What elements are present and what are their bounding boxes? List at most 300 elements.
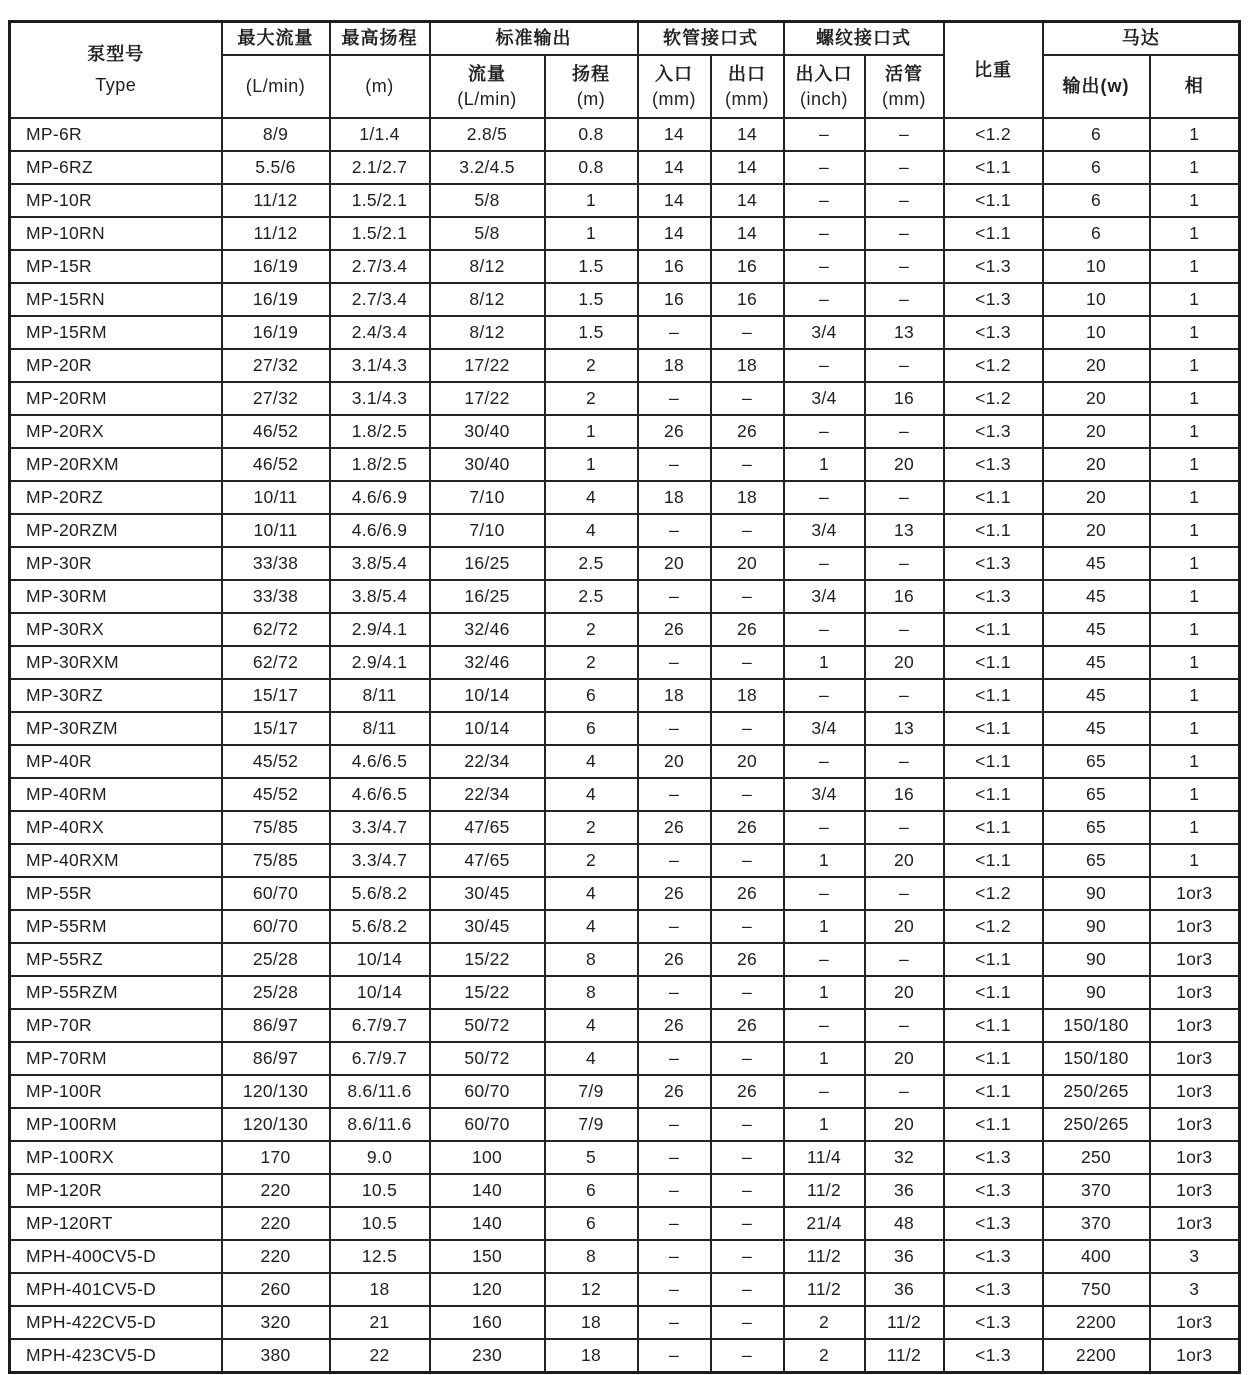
- column-header-max-head: [330, 22, 430, 56]
- cell-thread_io: –: [784, 745, 865, 778]
- header-label: 最高扬程: [341, 28, 418, 49]
- cell-std_flow: 60/70: [430, 1075, 545, 1108]
- table-row: [10, 679, 1240, 712]
- cell-std_head: 2: [545, 646, 638, 679]
- cell-thread_union: 20: [865, 910, 944, 943]
- cell-hose_inlet: –: [638, 778, 711, 811]
- cell-std_head: 7/9: [545, 1108, 638, 1141]
- column-header-thread-io: [784, 55, 865, 118]
- cell-hose_outlet: 14: [711, 118, 784, 151]
- cell-max_flow: 220: [222, 1240, 330, 1273]
- cell-output_w: 45: [1043, 547, 1150, 580]
- cell-thread_union: 11/2: [865, 1339, 944, 1373]
- cell-thread_union: 13: [865, 712, 944, 745]
- cell-hose_outlet: –: [711, 1174, 784, 1207]
- cell-phase: 3: [1150, 1240, 1240, 1273]
- cell-hose_inlet: 26: [638, 943, 711, 976]
- cell-thread_union: –: [865, 118, 944, 151]
- cell-phase: 1: [1150, 679, 1240, 712]
- table-row: [10, 382, 1240, 415]
- cell-thread_io: –: [784, 250, 865, 283]
- header-label: (L/min): [245, 76, 306, 97]
- cell-thread_union: –: [865, 1075, 944, 1108]
- cell-hose_outlet: –: [711, 1339, 784, 1373]
- cell-std_flow: 15/22: [430, 976, 545, 1009]
- cell-std_flow: 5/8: [430, 217, 545, 250]
- cell-std_flow: 30/40: [430, 415, 545, 448]
- table-row: [10, 1240, 1240, 1273]
- cell-std_head: 4: [545, 745, 638, 778]
- table-row: [10, 118, 1240, 151]
- cell-specific_gravity: <1.2: [944, 349, 1043, 382]
- cell-max_flow: 33/38: [222, 580, 330, 613]
- cell-phase: 1: [1150, 382, 1240, 415]
- cell-std_flow: 50/72: [430, 1042, 545, 1075]
- cell-max_flow: 46/52: [222, 448, 330, 481]
- cell-thread_io: 1: [784, 1108, 865, 1141]
- cell-phase: 1: [1150, 844, 1240, 877]
- pump-model: MP-120RT: [10, 1207, 222, 1240]
- cell-thread_union: 48: [865, 1207, 944, 1240]
- cell-hose_outlet: 26: [711, 1075, 784, 1108]
- cell-phase: 1: [1150, 349, 1240, 382]
- cell-phase: 1: [1150, 184, 1240, 217]
- cell-max_head: 1.5/2.1: [330, 217, 430, 250]
- table-row: [10, 844, 1240, 877]
- cell-phase: 1: [1150, 250, 1240, 283]
- cell-specific_gravity: <1.1: [944, 1108, 1043, 1141]
- cell-std_flow: 8/12: [430, 316, 545, 349]
- cell-max_head: 2.7/3.4: [330, 283, 430, 316]
- cell-hose_inlet: –: [638, 1207, 711, 1240]
- cell-thread_union: –: [865, 745, 944, 778]
- cell-output_w: 20: [1043, 415, 1150, 448]
- cell-std_head: 4: [545, 778, 638, 811]
- table-row: [10, 580, 1240, 613]
- header-label: 马达: [1121, 28, 1160, 49]
- cell-hose_inlet: 26: [638, 415, 711, 448]
- cell-std_flow: 22/34: [430, 745, 545, 778]
- cell-output_w: 20: [1043, 448, 1150, 481]
- cell-specific_gravity: <1.1: [944, 217, 1043, 250]
- header-row-1: [10, 22, 1240, 56]
- cell-max_flow: 260: [222, 1273, 330, 1306]
- cell-hose_outlet: –: [711, 316, 784, 349]
- cell-thread_io: 3/4: [784, 382, 865, 415]
- cell-std_flow: 32/46: [430, 646, 545, 679]
- cell-thread_io: –: [784, 349, 865, 382]
- cell-output_w: 6: [1043, 184, 1150, 217]
- column-header-hose-outlet: [711, 55, 784, 118]
- table-body: [10, 118, 1240, 1373]
- pump-model: MP-30RZM: [10, 712, 222, 745]
- cell-std_head: 6: [545, 1174, 638, 1207]
- cell-output_w: 10: [1043, 283, 1150, 316]
- cell-specific_gravity: <1.1: [944, 151, 1043, 184]
- cell-hose_inlet: 16: [638, 250, 711, 283]
- cell-phase: 1or3: [1150, 1141, 1240, 1174]
- cell-hose_inlet: –: [638, 1306, 711, 1339]
- cell-hose_outlet: 26: [711, 943, 784, 976]
- cell-hose_inlet: –: [638, 1240, 711, 1273]
- cell-specific_gravity: <1.1: [944, 679, 1043, 712]
- cell-max_flow: 75/85: [222, 844, 330, 877]
- cell-max_flow: 62/72: [222, 613, 330, 646]
- header-label: 标准输出: [495, 28, 572, 49]
- cell-hose_inlet: –: [638, 1108, 711, 1141]
- cell-hose_inlet: 18: [638, 481, 711, 514]
- cell-max_flow: 10/11: [222, 514, 330, 547]
- cell-phase: 1: [1150, 613, 1240, 646]
- cell-output_w: 400: [1043, 1240, 1150, 1273]
- cell-thread_io: –: [784, 1009, 865, 1042]
- header-label: (m): [365, 76, 394, 97]
- cell-hose_outlet: –: [711, 1240, 784, 1273]
- cell-max_head: 10/14: [330, 976, 430, 1009]
- cell-max_head: 21: [330, 1306, 430, 1339]
- cell-std_flow: 30/45: [430, 877, 545, 910]
- column-header-motor-phase: [1150, 55, 1240, 118]
- column-header-thread-union: [865, 55, 944, 118]
- cell-output_w: 370: [1043, 1174, 1150, 1207]
- pump-model: MP-100RM: [10, 1108, 222, 1141]
- cell-hose_outlet: –: [711, 1141, 784, 1174]
- pump-model: MP-30RX: [10, 613, 222, 646]
- table-row: [10, 745, 1240, 778]
- cell-phase: 1or3: [1150, 877, 1240, 910]
- cell-max_flow: 5.5/6: [222, 151, 330, 184]
- cell-hose_outlet: –: [711, 976, 784, 1009]
- table-row: [10, 1273, 1240, 1306]
- cell-max_head: 4.6/6.5: [330, 745, 430, 778]
- cell-thread_io: –: [784, 877, 865, 910]
- cell-std_head: 1: [545, 217, 638, 250]
- cell-phase: 1: [1150, 118, 1240, 151]
- column-header-motor-output: [1043, 55, 1150, 118]
- cell-max_head: 3.8/5.4: [330, 580, 430, 613]
- cell-thread_io: –: [784, 1075, 865, 1108]
- cell-output_w: 6: [1043, 118, 1150, 151]
- pump-model: MP-70RM: [10, 1042, 222, 1075]
- cell-phase: 1or3: [1150, 976, 1240, 1009]
- cell-hose_outlet: 14: [711, 151, 784, 184]
- cell-phase: 1or3: [1150, 943, 1240, 976]
- cell-std_head: 0.8: [545, 118, 638, 151]
- cell-thread_union: –: [865, 217, 944, 250]
- cell-phase: 1or3: [1150, 1339, 1240, 1373]
- cell-std_head: 4: [545, 910, 638, 943]
- cell-thread_union: 32: [865, 1141, 944, 1174]
- cell-hose_outlet: 26: [711, 811, 784, 844]
- table-row: [10, 151, 1240, 184]
- cell-std_head: 1.5: [545, 283, 638, 316]
- cell-thread_union: 20: [865, 1108, 944, 1141]
- pump-model: MPH-401CV5-D: [10, 1273, 222, 1306]
- cell-std_head: 1.5: [545, 316, 638, 349]
- cell-hose_inlet: 20: [638, 745, 711, 778]
- cell-max_flow: 60/70: [222, 877, 330, 910]
- cell-hose_inlet: –: [638, 712, 711, 745]
- table-row: [10, 481, 1240, 514]
- cell-hose_inlet: –: [638, 316, 711, 349]
- column-header-std-head: [545, 55, 638, 118]
- cell-phase: 3: [1150, 1273, 1240, 1306]
- cell-hose_inlet: 26: [638, 1009, 711, 1042]
- table-row: [10, 877, 1240, 910]
- pump-model: MP-30RZ: [10, 679, 222, 712]
- cell-std_head: 12: [545, 1273, 638, 1306]
- cell-std_flow: 140: [430, 1174, 545, 1207]
- cell-max_head: 3.3/4.7: [330, 844, 430, 877]
- cell-max_flow: 15/17: [222, 679, 330, 712]
- cell-max_head: 10/14: [330, 943, 430, 976]
- cell-max_flow: 16/19: [222, 316, 330, 349]
- cell-output_w: 20: [1043, 481, 1150, 514]
- cell-max_head: 1.5/2.1: [330, 184, 430, 217]
- cell-std_head: 4: [545, 514, 638, 547]
- cell-max_head: 9.0: [330, 1141, 430, 1174]
- cell-std_flow: 10/14: [430, 679, 545, 712]
- cell-thread_union: –: [865, 250, 944, 283]
- pump-model: MP-55RM: [10, 910, 222, 943]
- cell-std_head: 1: [545, 415, 638, 448]
- cell-hose_inlet: 16: [638, 283, 711, 316]
- cell-output_w: 90: [1043, 877, 1150, 910]
- cell-thread_io: 21/4: [784, 1207, 865, 1240]
- cell-std_head: 2.5: [545, 580, 638, 613]
- table-row: [10, 910, 1240, 943]
- cell-output_w: 90: [1043, 976, 1150, 1009]
- cell-max_head: 6.7/9.7: [330, 1009, 430, 1042]
- cell-hose_outlet: 26: [711, 613, 784, 646]
- cell-hose_inlet: –: [638, 580, 711, 613]
- cell-thread_io: 1: [784, 1042, 865, 1075]
- cell-thread_union: 11/2: [865, 1306, 944, 1339]
- cell-specific_gravity: <1.1: [944, 976, 1043, 1009]
- pump-model: MP-70R: [10, 1009, 222, 1042]
- table-row: [10, 1207, 1240, 1240]
- cell-hose_inlet: –: [638, 646, 711, 679]
- cell-specific_gravity: <1.3: [944, 1306, 1043, 1339]
- cell-std_flow: 16/25: [430, 547, 545, 580]
- cell-phase: 1: [1150, 580, 1240, 613]
- column-header-max-flow-unit: [222, 55, 330, 118]
- cell-hose_outlet: –: [711, 1042, 784, 1075]
- table-row: [10, 217, 1240, 250]
- cell-std_head: 4: [545, 481, 638, 514]
- cell-hose_inlet: –: [638, 844, 711, 877]
- cell-specific_gravity: <1.1: [944, 514, 1043, 547]
- cell-std_head: 4: [545, 1009, 638, 1042]
- header-label: (m): [576, 88, 606, 109]
- cell-max_flow: 86/97: [222, 1009, 330, 1042]
- cell-hose_outlet: –: [711, 646, 784, 679]
- cell-thread_io: 1: [784, 646, 865, 679]
- cell-phase: 1or3: [1150, 1207, 1240, 1240]
- cell-std_flow: 230: [430, 1339, 545, 1373]
- cell-std_flow: 3.2/4.5: [430, 151, 545, 184]
- cell-max_head: 2.9/4.1: [330, 646, 430, 679]
- cell-thread_io: –: [784, 415, 865, 448]
- cell-hose_inlet: 14: [638, 151, 711, 184]
- header-label: 最大流量: [237, 28, 314, 49]
- cell-thread_io: –: [784, 283, 865, 316]
- cell-std_head: 2: [545, 613, 638, 646]
- pump-model: MPH-422CV5-D: [10, 1306, 222, 1339]
- cell-specific_gravity: <1.3: [944, 283, 1043, 316]
- cell-hose_outlet: –: [711, 382, 784, 415]
- cell-std_head: 18: [545, 1339, 638, 1373]
- header-label: 入口: [655, 64, 693, 85]
- cell-hose_outlet: 26: [711, 1009, 784, 1042]
- cell-hose_outlet: 18: [711, 349, 784, 382]
- cell-std_flow: 5/8: [430, 184, 545, 217]
- cell-output_w: 45: [1043, 580, 1150, 613]
- cell-phase: 1: [1150, 217, 1240, 250]
- cell-phase: 1: [1150, 151, 1240, 184]
- cell-specific_gravity: <1.2: [944, 382, 1043, 415]
- cell-max_head: 2.9/4.1: [330, 613, 430, 646]
- cell-output_w: 750: [1043, 1273, 1150, 1306]
- cell-thread_io: 11/2: [784, 1240, 865, 1273]
- cell-hose_outlet: 16: [711, 283, 784, 316]
- cell-std_flow: 15/22: [430, 943, 545, 976]
- table-row: [10, 976, 1240, 1009]
- table-row: [10, 283, 1240, 316]
- cell-std_flow: 47/65: [430, 811, 545, 844]
- table-row: [10, 547, 1240, 580]
- cell-std_flow: 17/22: [430, 349, 545, 382]
- cell-std_head: 2: [545, 349, 638, 382]
- cell-thread_io: 2: [784, 1306, 865, 1339]
- cell-max_head: 8.6/11.6: [330, 1075, 430, 1108]
- cell-thread_union: –: [865, 679, 944, 712]
- cell-hose_outlet: 18: [711, 481, 784, 514]
- cell-phase: 1: [1150, 811, 1240, 844]
- cell-thread_union: 20: [865, 646, 944, 679]
- cell-phase: 1: [1150, 448, 1240, 481]
- cell-thread_union: 16: [865, 382, 944, 415]
- cell-output_w: 370: [1043, 1207, 1150, 1240]
- cell-thread_io: 1: [784, 910, 865, 943]
- cell-std_flow: 8/12: [430, 250, 545, 283]
- cell-output_w: 150/180: [1043, 1042, 1150, 1075]
- cell-max_head: 18: [330, 1273, 430, 1306]
- cell-thread_union: –: [865, 613, 944, 646]
- pump-model: MP-100RX: [10, 1141, 222, 1174]
- cell-std_head: 1.5: [545, 250, 638, 283]
- cell-max_head: 12.5: [330, 1240, 430, 1273]
- cell-std_head: 6: [545, 679, 638, 712]
- column-header-motor: [1043, 22, 1240, 56]
- cell-hose_outlet: –: [711, 514, 784, 547]
- pump-model: MP-15R: [10, 250, 222, 283]
- cell-thread_union: –: [865, 1009, 944, 1042]
- cell-max_flow: 45/52: [222, 778, 330, 811]
- cell-std_head: 1: [545, 184, 638, 217]
- cell-thread_io: 3/4: [784, 514, 865, 547]
- pump-model: MP-120R: [10, 1174, 222, 1207]
- table-row: [10, 1174, 1240, 1207]
- cell-max_head: 3.8/5.4: [330, 547, 430, 580]
- cell-std_flow: 30/45: [430, 910, 545, 943]
- cell-hose_outlet: 14: [711, 217, 784, 250]
- pump-model: MP-40RX: [10, 811, 222, 844]
- cell-phase: 1: [1150, 646, 1240, 679]
- cell-output_w: 250: [1043, 1141, 1150, 1174]
- pump-model: MP-10RN: [10, 217, 222, 250]
- cell-max_flow: 86/97: [222, 1042, 330, 1075]
- cell-max_flow: 11/12: [222, 184, 330, 217]
- cell-max_head: 3.1/4.3: [330, 382, 430, 415]
- cell-max_flow: 170: [222, 1141, 330, 1174]
- table-row: [10, 778, 1240, 811]
- cell-max_head: 1/1.4: [330, 118, 430, 151]
- cell-max_flow: 45/52: [222, 745, 330, 778]
- cell-phase: 1: [1150, 712, 1240, 745]
- cell-phase: 1or3: [1150, 1042, 1240, 1075]
- cell-phase: 1or3: [1150, 1174, 1240, 1207]
- cell-max_flow: 33/38: [222, 547, 330, 580]
- column-header-std-flow: [430, 55, 545, 118]
- cell-hose_inlet: –: [638, 1339, 711, 1373]
- cell-thread_io: –: [784, 481, 865, 514]
- table-row: [10, 1009, 1240, 1042]
- table-row: [10, 415, 1240, 448]
- cell-phase: 1or3: [1150, 1075, 1240, 1108]
- cell-max_head: 8/11: [330, 712, 430, 745]
- cell-thread_io: –: [784, 547, 865, 580]
- pump-model: MP-6R: [10, 118, 222, 151]
- cell-hose_inlet: –: [638, 382, 711, 415]
- cell-max_flow: 15/17: [222, 712, 330, 745]
- pump-model: MPH-423CV5-D: [10, 1339, 222, 1373]
- cell-hose_inlet: –: [638, 1174, 711, 1207]
- header-label: (mm): [652, 88, 696, 109]
- cell-std_head: 5: [545, 1141, 638, 1174]
- cell-specific_gravity: <1.1: [944, 811, 1043, 844]
- cell-thread_io: 1: [784, 448, 865, 481]
- cell-hose_outlet: 20: [711, 547, 784, 580]
- cell-std_flow: 2.8/5: [430, 118, 545, 151]
- cell-thread_io: –: [784, 118, 865, 151]
- cell-thread_io: –: [784, 151, 865, 184]
- cell-hose_inlet: –: [638, 448, 711, 481]
- cell-hose_outlet: –: [711, 778, 784, 811]
- pump-model: MP-55RZ: [10, 943, 222, 976]
- cell-max_head: 8.6/11.6: [330, 1108, 430, 1141]
- cell-max_flow: 8/9: [222, 118, 330, 151]
- cell-thread_union: 36: [865, 1240, 944, 1273]
- cell-thread_union: –: [865, 349, 944, 382]
- cell-specific_gravity: <1.1: [944, 745, 1043, 778]
- cell-max_flow: 16/19: [222, 250, 330, 283]
- cell-phase: 1: [1150, 283, 1240, 316]
- header-label: 相: [1184, 76, 1204, 97]
- pump-model: MP-15RM: [10, 316, 222, 349]
- pump-model: MP-20RZ: [10, 481, 222, 514]
- cell-hose_outlet: –: [711, 1306, 784, 1339]
- table-header: [10, 22, 1240, 119]
- cell-thread_io: 11/2: [784, 1273, 865, 1306]
- cell-specific_gravity: <1.3: [944, 580, 1043, 613]
- cell-thread_io: 11/2: [784, 1174, 865, 1207]
- cell-hose_inlet: 26: [638, 877, 711, 910]
- cell-std_head: 6: [545, 712, 638, 745]
- cell-specific_gravity: <1.3: [944, 250, 1043, 283]
- cell-output_w: 250/265: [1043, 1108, 1150, 1141]
- cell-output_w: 2200: [1043, 1306, 1150, 1339]
